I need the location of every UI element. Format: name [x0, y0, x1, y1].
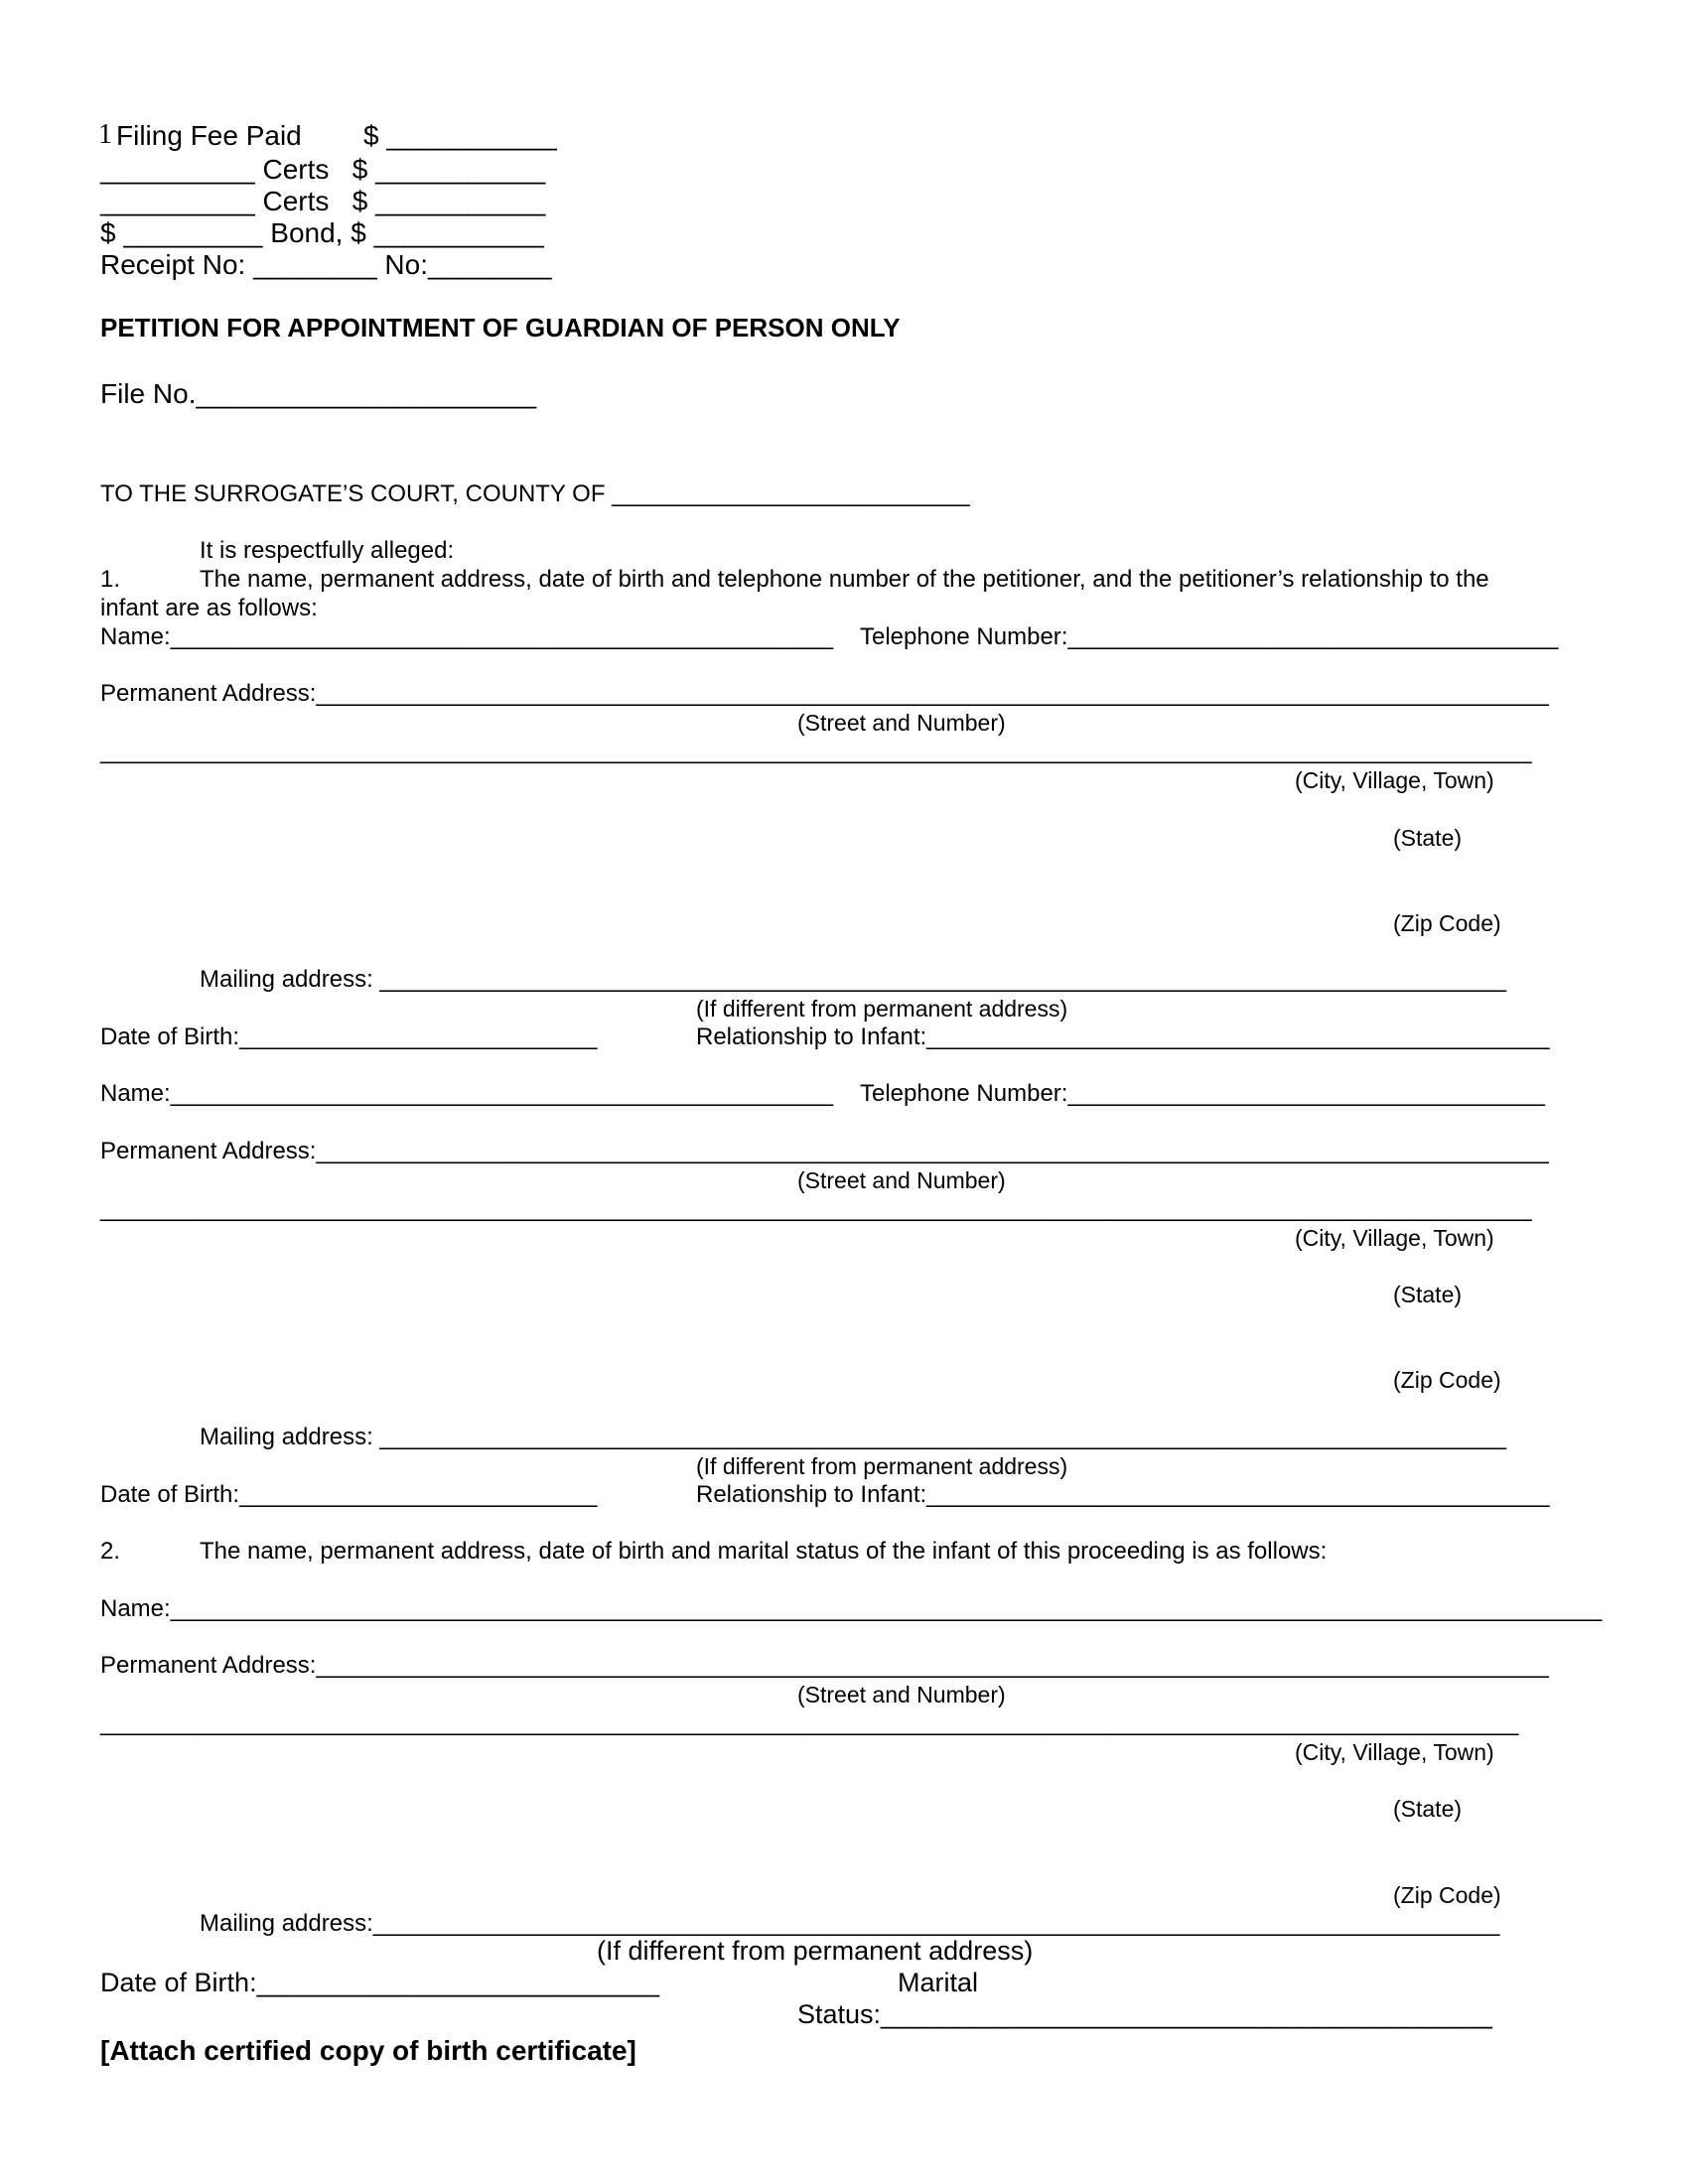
infant-name-field[interactable]: Name:____________________________________________________________________________________________________________	[100, 1595, 1603, 1622]
fee-mark: 1	[98, 119, 112, 150]
petitioner2-city-field[interactable]: ____________________________________________________________________________________________________________	[100, 1195, 1532, 1222]
petitioner2-mailing-field[interactable]: Mailing address: _____________________________________________________________________________________	[200, 1424, 1506, 1450]
petitioner2-state-caption: (State)	[1393, 1282, 1463, 1307]
petitioner1-phone-field[interactable]: Telephone Number:_____________________________________	[860, 623, 1559, 650]
petitioner1-zip-caption: (Zip Code)	[1393, 910, 1501, 936]
alleged-text: It is respectfully alleged:	[200, 537, 455, 564]
petitioner2-name-field[interactable]: Name:__________________________________________________	[100, 1080, 834, 1107]
attach-birth-certificate-note: [Attach certified copy of birth certificate]	[100, 2035, 636, 2066]
infant-zip-caption: (Zip Code)	[1393, 1882, 1501, 1908]
infant-dob-field[interactable]: Date of Birth:___________________________	[100, 1968, 660, 1997]
infant-city-field[interactable]: ___________________________________________________________________________________________________________	[100, 1709, 1519, 1736]
petitioner2-city-caption: (City, Village, Town)	[1295, 1225, 1494, 1251]
certs-line-2[interactable]: __________ Certs $ ___________	[100, 186, 546, 216]
court-county-field[interactable]: TO THE SURROGATE’S COURT, COUNTY OF ___________________________	[100, 480, 970, 507]
petitioner1-state-caption: (State)	[1393, 825, 1463, 851]
petitioner1-street-caption: (Street and Number)	[797, 710, 1006, 736]
filing-fee-line[interactable]: Filing Fee Paid $ ___________	[116, 120, 557, 151]
infant-city-caption: (City, Village, Town)	[1295, 1739, 1494, 1765]
infant-state-caption: (State)	[1393, 1796, 1463, 1822]
petitioner1-name-field[interactable]: Name:__________________________________________________	[100, 623, 834, 650]
certs-line-1[interactable]: __________ Certs $ ___________	[100, 154, 546, 185]
petitioner1-mailing-caption: (If different from permanent address)	[696, 996, 1068, 1022]
infant-mailing-field[interactable]: Mailing address:_____________________________________________________________________________________	[200, 1910, 1500, 1937]
petitioner1-city-caption: (City, Village, Town)	[1295, 767, 1494, 793]
petitioner1-city-field[interactable]: ____________________________________________________________________________________________________________	[100, 738, 1532, 764]
petitioner2-phone-field[interactable]: Telephone Number:____________________________________	[860, 1080, 1545, 1107]
petitioner2-dob-field[interactable]: Date of Birth:___________________________	[100, 1481, 598, 1508]
petitioner1-address-field[interactable]: Permanent Address:_____________________________________________________________________________________________	[100, 680, 1549, 707]
petitioner2-mailing-caption: (If different from permanent address)	[696, 1453, 1068, 1479]
petitioner2-street-caption: (Street and Number)	[797, 1167, 1006, 1193]
bond-line[interactable]: $ _________ Bond, $ ___________	[100, 217, 544, 248]
file-no-field[interactable]: File No.______________________	[100, 378, 537, 409]
section-1-text-cont: infant are as follows:	[100, 595, 318, 621]
petitioner1-mailing-field[interactable]: Mailing address: _____________________________________________________________________________________	[200, 966, 1506, 993]
petitioner2-zip-caption: (Zip Code)	[1393, 1367, 1501, 1393]
infant-marital-label: Marital	[898, 1968, 979, 1997]
petitioner1-relationship-field[interactable]: Relationship to Infant:_______________________________________________	[696, 1024, 1550, 1050]
infant-street-caption: (Street and Number)	[797, 1682, 1006, 1707]
receipt-line[interactable]: Receipt No: ________ No:________	[100, 249, 552, 280]
petitioner2-address-field[interactable]: Permanent Address:_____________________________________________________________________________________________	[100, 1138, 1549, 1164]
section-2-text: The name, permanent address, date of birth and marital status of the infant of this proceeding is as follows:	[200, 1538, 1328, 1565]
page-title: PETITION FOR APPOINTMENT OF GUARDIAN OF PERSON ONLY	[100, 313, 901, 342]
section-1-text: The name, permanent address, date of birth and telephone number of the petitioner, and the petitioner’s relationship to the	[200, 566, 1489, 593]
infant-address-field[interactable]: Permanent Address:_____________________________________________________________________________________________	[100, 1652, 1549, 1679]
petitioner1-dob-field[interactable]: Date of Birth:___________________________	[100, 1024, 598, 1050]
section-1-number: 1.	[100, 566, 121, 593]
infant-mailing-caption: (If different from permanent address)	[597, 1936, 1034, 1966]
petitioner2-relationship-field[interactable]: Relationship to Infant:_______________________________________________	[696, 1481, 1550, 1508]
infant-marital-status-field[interactable]: Status:_________________________________________	[797, 1999, 1492, 2029]
section-2-number: 2.	[100, 1538, 121, 1565]
